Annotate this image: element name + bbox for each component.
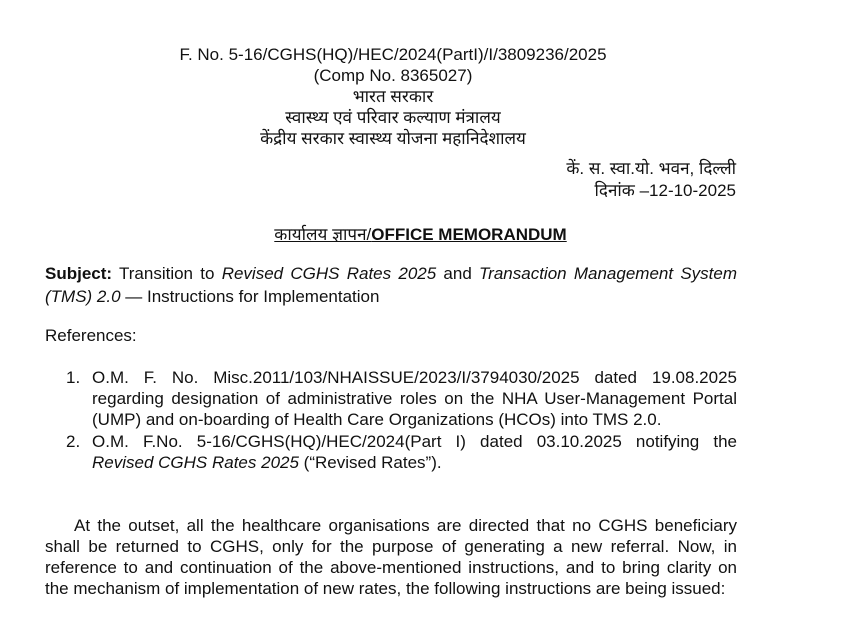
subject-text-3: — Instructions for Implementation — [120, 287, 380, 306]
government-name: भारत सरकार — [352, 87, 434, 106]
memo-title-english: OFFICE MEMORANDUM — [371, 225, 567, 244]
reference-item — [66, 367, 737, 430]
reference-text: O.M. F.No. 5-16/CGHS(HQ)/HEC/2024(Part I) dated 03.10.2025 notifying the — [92, 432, 737, 451]
references-heading: References: — [45, 326, 137, 345]
reference-italic: Revised CGHS Rates 2025 — [92, 453, 299, 472]
subject-italic-1: Revised CGHS Rates 2025 — [221, 264, 437, 283]
subject-text-2: and — [436, 264, 480, 283]
subject-label: Subject: — [45, 264, 113, 283]
ministry-name: स्वास्थ्य एवं परिवार कल्याण मंत्रालय — [285, 108, 501, 127]
file-number: F. No. 5-16/CGHS(HQ)/HEC/2024(PartI)/I/3809236/2025 — [179, 45, 607, 64]
subject-line — [45, 262, 737, 308]
place-date-block — [460, 158, 736, 202]
issue-date: दिनांक –12-10-2025 — [594, 181, 736, 200]
reference-text-end: (“Revised Rates”). — [298, 453, 442, 472]
letterhead — [148, 44, 638, 149]
reference-number: 1. — [66, 368, 81, 387]
subject-italic-2: Transaction Management System (TMS) 2.0 — [45, 264, 737, 306]
body-paragraph: At the outset, all the healthcare organisations are directed that no CGHS beneficiary shall be returned to CGHS, only for the purpose of generating a new referral. Now, in reference to and continuation of the above-mentioned instructions, and to bring clarity on the mechanism of implementation of new rates, the following instructions are being issued: — [45, 516, 737, 598]
directorate-name: केंद्रीय सरकार स्वास्थ्य योजना महानिदेशालय — [260, 129, 526, 148]
reference-item — [66, 431, 737, 473]
references-list — [66, 367, 737, 473]
reference-number: 2. — [66, 432, 81, 451]
memo-title — [0, 222, 841, 245]
issue-place: कें. स. स्वा.यो. भवन, दिल्ली — [566, 159, 736, 178]
memo-title-hindi: कार्यालय ज्ञापन/ — [274, 225, 372, 244]
reference-text: O.M. F. No. Misc.2011/103/NHAISSUE/2023/I/3794030/2025 dated 19.08.2025 regarding designation of administrative roles on the NHA User-Management Portal (UMP) and on-boarding of Health Care Organizations (HCOs) into TMS 2.0. — [92, 368, 737, 429]
subject-text-1: Transition to — [112, 264, 222, 283]
comp-number: (Comp No. 8365027) — [313, 66, 473, 85]
